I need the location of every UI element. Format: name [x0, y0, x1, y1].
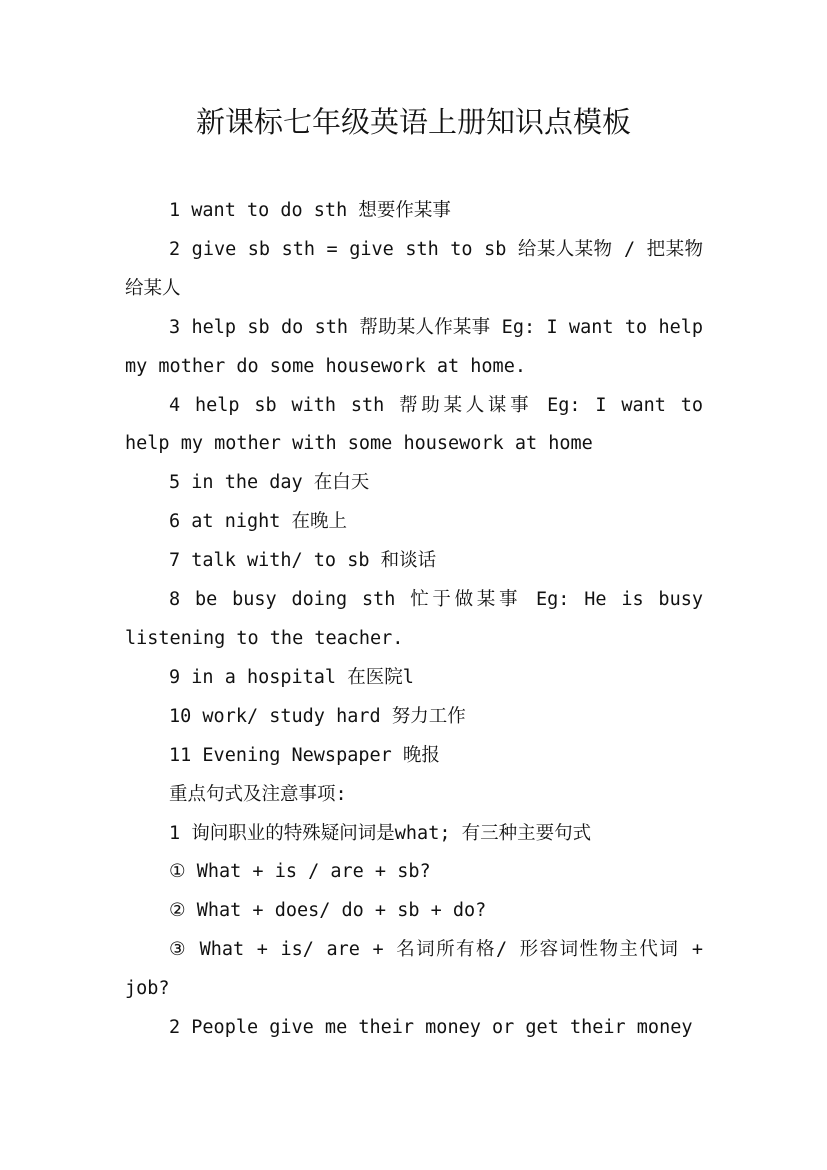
- paragraph-5: 5 in the day 在白天: [169, 472, 370, 494]
- paragraph-14: ① What + is / are + sb?: [169, 861, 431, 883]
- paragraph-9: 9 in a hospital 在医院l: [169, 666, 414, 688]
- paragraph-10: 10 work/ study hard 努力工作: [169, 705, 466, 727]
- paragraph-6: 6 at night 在晚上: [169, 511, 348, 533]
- paragraph-17: 2 People give me their money or get their money: [169, 1017, 693, 1039]
- paragraph-7: 7 talk with/ to sb 和谈话: [169, 550, 437, 572]
- document-title: 新课标七年级英语上册知识点模板: [195, 105, 631, 139]
- paragraph-13: 1 询问职业的特殊疑问词是what; 有三种主要句式: [169, 822, 592, 844]
- paragraph-2: 2 give sb sth = give sth to sb 给某人某物 / 把某物给某人: [125, 238, 703, 299]
- paragraph-4: 4 help sb with sth 帮助某人谋事 Eg: I want to help my mother with some housework at home: [125, 394, 703, 455]
- paragraph-15: ② What + does/ do + sb + do?: [169, 900, 487, 922]
- paragraph-1: 1 want to do sth 想要作某事: [169, 200, 451, 221]
- paragraph-8: 8 be busy doing sth 忙于做某事 Eg: He is busy listening to the teacher.: [125, 589, 703, 649]
- document-body: [125, 192, 703, 1048]
- paragraph-16: ③ What + is/ are + 名词所有格/ 形容词性物主代词 + job?: [125, 939, 703, 1000]
- paragraph-3: 3 help sb do sth 帮助某人作某事 Eg: I want to help my mother do some housework at home.: [125, 316, 703, 377]
- paragraph-11: 11 Evening Newspaper 晚报: [169, 744, 440, 766]
- section-heading: 重点句式及注意事项:: [169, 783, 347, 805]
